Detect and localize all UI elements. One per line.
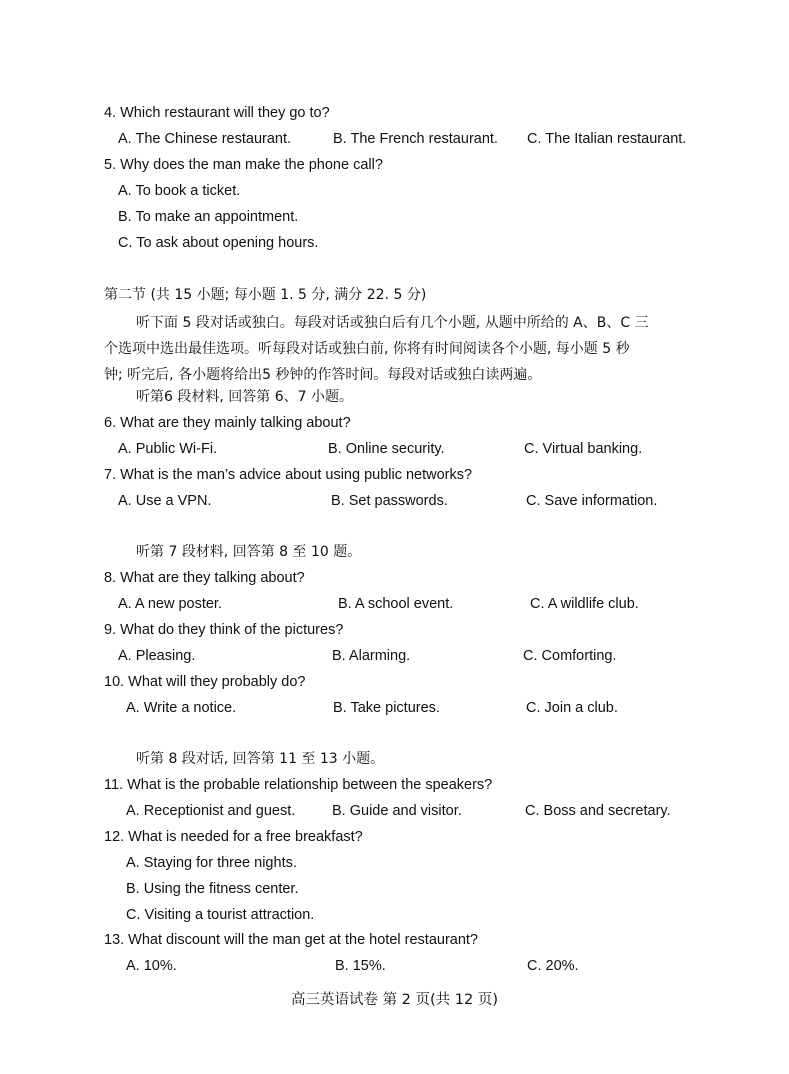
question-4-stem: 4. Which restaurant will they go to? <box>104 105 330 121</box>
question-11-option-a: A. Receptionist and guest. <box>126 803 296 819</box>
question-7-stem: 7. What is the man’s advice about using public networks? <box>104 467 473 483</box>
material-7-heading: 听第 7 段材料, 回答第 8 至 10 题。 <box>136 544 362 560</box>
question-6-option-c: C. Virtual banking. <box>524 441 643 457</box>
question-10-stem: 10. What will they probably do? <box>104 674 306 690</box>
question-12-option-a: A. Staying for three nights. <box>126 855 297 871</box>
question-13-option-a: A. 10%. <box>126 958 177 974</box>
question-10-option-a: A. Write a notice. <box>126 700 237 716</box>
question-7-option-b: B. Set passwords. <box>331 493 448 509</box>
question-8-option-c: C. A wildlife club. <box>530 596 639 612</box>
question-4-option-b: B. The French restaurant. <box>333 131 498 147</box>
question-13-option-c: C. 20%. <box>527 958 579 974</box>
material-8-heading: 听第 8 段对话, 回答第 11 至 13 小题。 <box>136 751 385 767</box>
section-2-header: 第二节 (共 15 小题; 每小题 1. 5 分, 满分 22. 5 分) <box>104 287 427 303</box>
section-2-instructions-line-2: 个选项中选出最佳选项。听每段对话或独白前, 你将有时间阅读各个小题, 每小题 5 秒 <box>104 341 630 357</box>
question-13-stem: 13. What discount will the man get at the hotel restaurant? <box>104 932 478 948</box>
question-10-option-b: B. Take pictures. <box>333 700 440 716</box>
material-6-heading: 听第6 段材料, 回答第 6、7 小题。 <box>136 389 353 405</box>
question-12-option-c: C. Visiting a tourist attraction. <box>126 907 315 923</box>
question-11-option-c: C. Boss and secretary. <box>525 803 671 819</box>
question-6-option-a: A. Public Wi-Fi. <box>118 441 218 457</box>
question-7-option-a: A. Use a VPN. <box>118 493 212 509</box>
question-4-option-c: C. The Italian restaurant. <box>527 131 687 147</box>
question-9-option-c: C. Comforting. <box>523 648 617 664</box>
question-5-option-c: C. To ask about opening hours. <box>118 235 319 251</box>
question-8-stem: 8. What are they talking about? <box>104 570 305 586</box>
question-5-stem: 5. Why does the man make the phone call? <box>104 157 383 173</box>
question-7-option-c: C. Save information. <box>526 493 658 509</box>
question-6-stem: 6. What are they mainly talking about? <box>104 415 351 431</box>
question-12-stem: 12. What is needed for a free breakfast? <box>104 829 363 845</box>
question-6-option-b: B. Online security. <box>328 441 445 457</box>
section-2-instructions-line-1: 听下面 5 段对话或独白。每段对话或独白后有几个小题, 从题中所给的 A、B、C 三 <box>136 315 649 331</box>
question-8-option-b: B. A school event. <box>338 596 454 612</box>
question-13-option-b: B. 15%. <box>335 958 386 974</box>
question-4-option-a: A. The Chinese restaurant. <box>118 131 292 147</box>
question-5-option-a: A. To book a ticket. <box>118 183 241 199</box>
question-11-option-b: B. Guide and visitor. <box>332 803 462 819</box>
question-9-stem: 9. What do they think of the pictures? <box>104 622 344 638</box>
question-9-option-a: A. Pleasing. <box>118 648 196 664</box>
question-9-option-b: B. Alarming. <box>332 648 411 664</box>
question-11-stem: 11. What is the probable relationship between the speakers? <box>104 777 493 793</box>
question-8-option-a: A. A new poster. <box>118 596 222 612</box>
page-footer: 高三英语试卷 第 2 页(共 12 页) <box>290 992 499 1008</box>
question-12-option-b: B. Using the fitness center. <box>126 881 299 897</box>
question-5-option-b: B. To make an appointment. <box>118 209 299 225</box>
question-10-option-c: C. Join a club. <box>526 700 618 716</box>
section-2-instructions-line-3: 钟; 听完后, 各小题将给出5 秒钟的作答时间。每段对话或独白读两遍。 <box>104 367 542 383</box>
